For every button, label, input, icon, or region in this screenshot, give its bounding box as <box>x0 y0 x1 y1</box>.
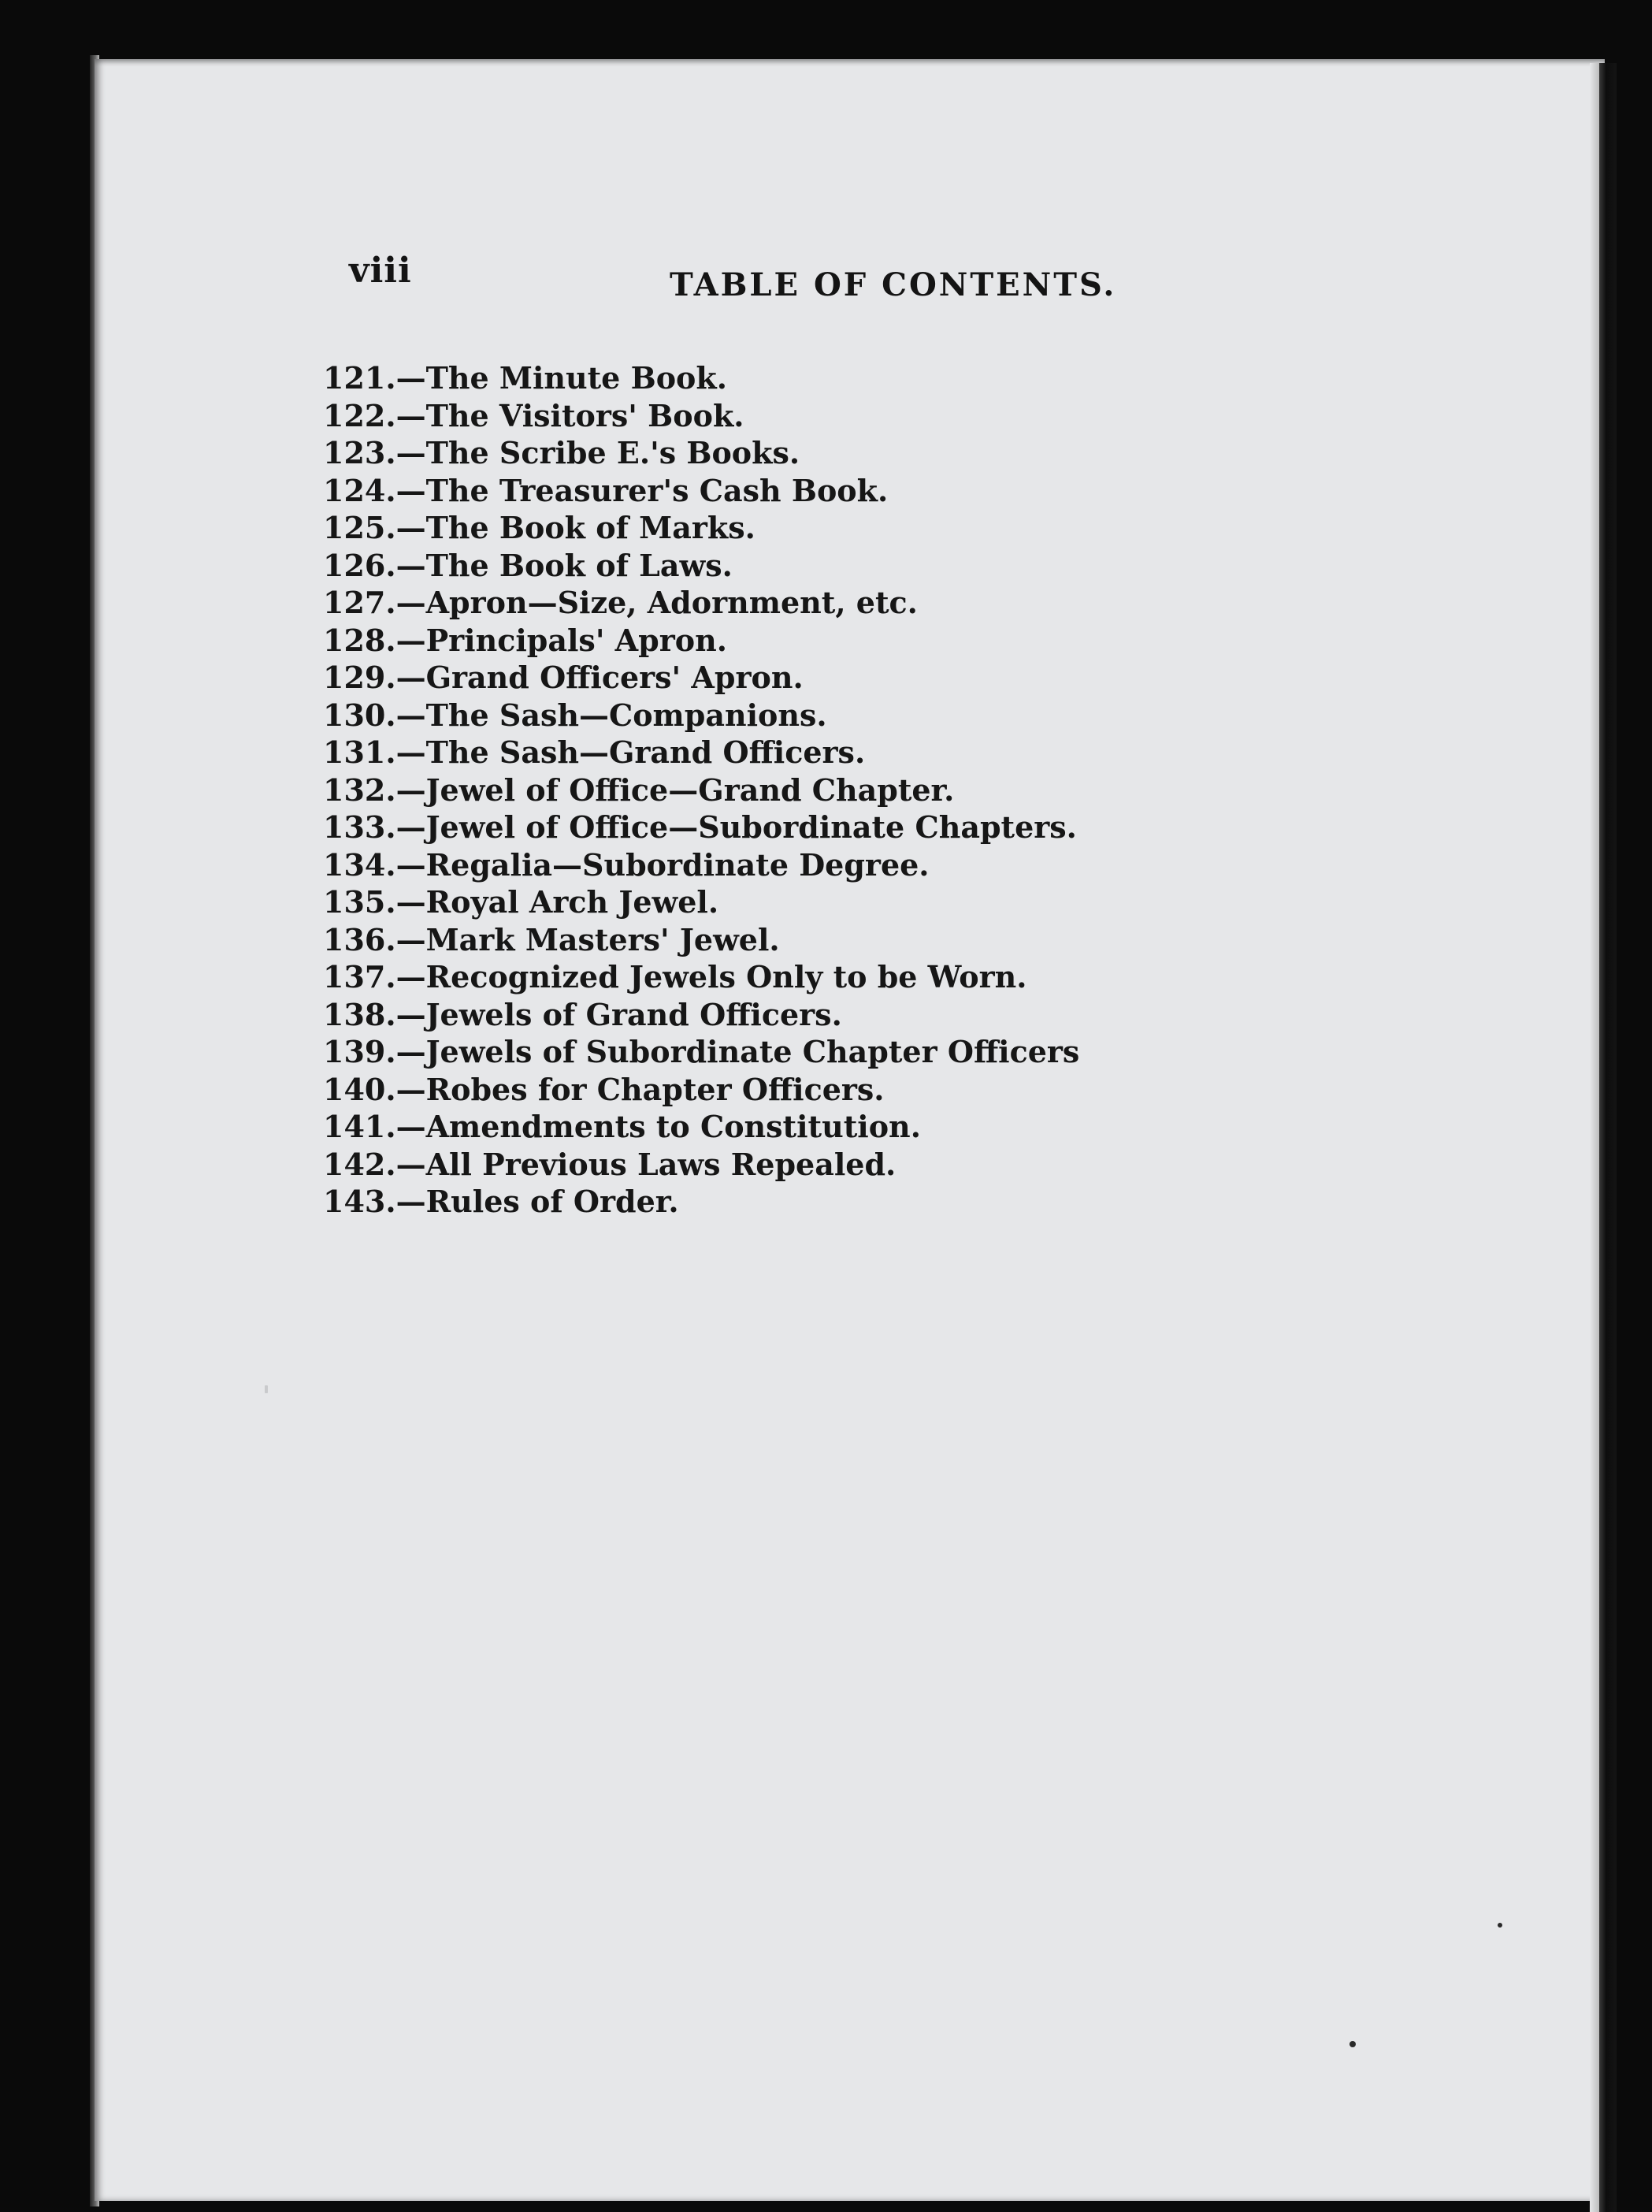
binding-edge <box>1599 63 1617 2212</box>
toc-entry <box>323 1033 1111 1071</box>
entry-title: —The Visitors' Book. <box>395 397 744 433</box>
toc-entry <box>323 1108 1111 1146</box>
entry-title: —The Minute Book. <box>395 360 727 396</box>
entry-number: 141. <box>323 1109 396 1144</box>
toc-entry <box>323 921 1111 959</box>
entry-number: 138. <box>323 996 396 1032</box>
entry-number: 134. <box>323 846 396 883</box>
toc-entry <box>323 584 1111 622</box>
entry-number: 130. <box>323 697 396 733</box>
entry-title: —Royal Arch Jewel. <box>395 884 719 920</box>
entry-number: 135. <box>323 884 396 920</box>
page-number: viii <box>349 251 412 291</box>
toc-entry <box>323 659 1111 697</box>
entry-title: —The Sash—Companions. <box>395 697 827 733</box>
entry-number: 137. <box>323 959 396 994</box>
toc-entry <box>323 958 1111 996</box>
entry-title: —The Book of Laws. <box>395 547 733 583</box>
entry-title: —Principals' Apron. <box>395 622 727 658</box>
toc-entry <box>323 771 1111 809</box>
entry-title: —Amendments to Constitution. <box>395 1109 921 1144</box>
scan-speck <box>265 1385 268 1393</box>
entry-title: —Robes for Chapter Officers. <box>395 1071 885 1107</box>
toc-entry <box>323 883 1111 921</box>
entry-number: 129. <box>323 660 396 695</box>
toc-entry <box>323 1071 1111 1109</box>
entry-number: 139. <box>323 1034 396 1069</box>
running-head: TABLE OF CONTENTS. <box>670 266 1117 303</box>
entry-title: —The Book of Marks. <box>395 510 755 545</box>
table-of-contents-list <box>323 359 1111 1221</box>
entry-title: —The Scribe E.'s Books. <box>395 435 800 470</box>
entry-number: 125. <box>323 510 396 545</box>
toc-entry <box>323 622 1111 660</box>
toc-entry <box>323 509 1111 547</box>
entry-title: —Mark Masters' Jewel. <box>395 921 780 957</box>
toc-entry <box>323 697 1111 734</box>
toc-entry <box>323 547 1111 585</box>
toc-entry <box>323 397 1111 435</box>
toc-entry <box>323 809 1111 846</box>
toc-entry <box>323 734 1111 771</box>
scan-speck <box>1349 2041 1356 2047</box>
entry-title: —Jewel of Office—Subordinate Chapters. <box>395 809 1077 845</box>
entry-title: —Regalia—Subordinate Degree. <box>395 846 930 883</box>
toc-entry <box>323 472 1111 510</box>
entry-number: 122. <box>323 397 396 433</box>
toc-entry <box>323 846 1111 884</box>
entry-title: —All Previous Laws Repealed. <box>395 1146 897 1182</box>
entry-number: 131. <box>323 734 396 770</box>
entry-number: 143. <box>323 1184 396 1219</box>
entry-title: —Jewels of Subordinate Chapter Officers <box>395 1034 1080 1069</box>
entry-number: 121. <box>323 360 396 396</box>
entry-number: 140. <box>323 1071 396 1107</box>
entry-title: —Jewel of Office—Grand Chapter. <box>395 771 955 808</box>
entry-title: —Grand Officers' Apron. <box>395 660 804 695</box>
toc-entry <box>323 434 1111 472</box>
toc-entry <box>323 1183 1111 1221</box>
entry-number: 126. <box>323 547 396 583</box>
entry-title: —Rules of Order. <box>395 1184 679 1219</box>
toc-entry <box>323 996 1111 1034</box>
entry-number: 132. <box>323 771 396 808</box>
entry-number: 127. <box>323 585 396 620</box>
entry-title: —The Treasurer's Cash Book. <box>395 472 889 508</box>
entry-title: —The Sash—Grand Officers. <box>395 734 866 770</box>
entry-title: —Apron—Size, Adornment, etc. <box>395 585 918 620</box>
entry-number: 128. <box>323 622 396 658</box>
entry-number: 133. <box>323 809 396 845</box>
toc-entry <box>323 359 1111 397</box>
entry-title: —Recognized Jewels Only to be Worn. <box>395 959 1027 994</box>
page-gutter-shadow <box>1590 63 1599 2212</box>
entry-number: 124. <box>323 472 396 508</box>
entry-title: —Jewels of Grand Officers. <box>395 996 842 1032</box>
entry-number: 136. <box>323 921 396 957</box>
toc-entry <box>323 1146 1111 1184</box>
entry-number: 142. <box>323 1146 396 1182</box>
scan-speck <box>1498 1923 1502 1928</box>
entry-number: 123. <box>323 435 396 470</box>
